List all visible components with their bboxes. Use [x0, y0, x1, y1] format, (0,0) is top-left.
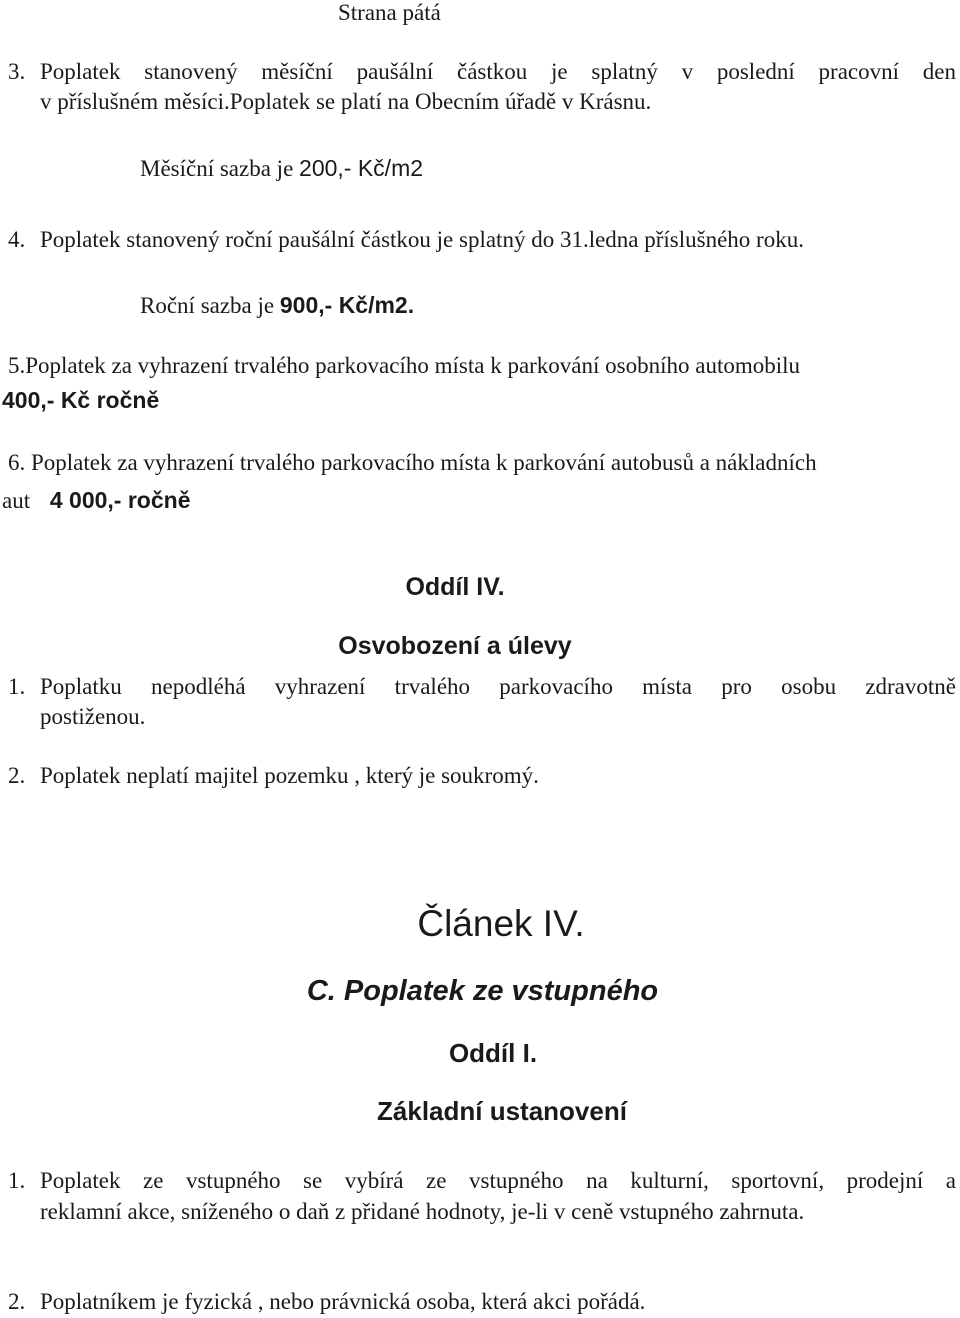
article-section: Oddíl I. — [448, 1038, 538, 1068]
annual-rate — [140, 290, 414, 321]
item-number: 1. — [8, 674, 26, 699]
annual-rate-value: 900,- Kč/m2. — [279, 292, 415, 318]
article-heading: Článek IV. — [417, 903, 585, 944]
monthly-rate — [140, 153, 423, 184]
paragraph-item-6-line-2 — [2, 485, 191, 516]
paragraph-item-3-line-2: v příslušném měsíci.Poplatek se platí na Obecním úřadě v Krásnu. — [40, 89, 652, 114]
item-number: 1. — [8, 1168, 26, 1193]
item-text: Poplatek ze vstupného se vybírá ze vstupného na kulturní, sportovní, prodejní a — [40, 1168, 956, 1193]
article-subheading: C. Poplatek ze vstupného — [306, 975, 659, 1007]
annual-rate-label: Roční sazba je — [140, 293, 275, 318]
paragraph-item-6-line-1: 6. Poplatek za vyhrazení trvalého parkovacího místa k parkování autobusů a nákladních — [8, 450, 817, 475]
item-text: Poplatek neplatí majitel pozemku , který je soukromý. — [40, 763, 539, 788]
item-text: Poplatek stanovený měsíční paušální částkou je splatný v poslední pracovní den — [40, 59, 956, 84]
paragraph-exemption-1-line-1 — [8, 672, 956, 702]
item-6-prefix: aut — [2, 488, 31, 513]
paragraph-exemption-1-line-2: postiženou. — [40, 704, 146, 729]
paragraph-article-1-line-1 — [8, 1166, 956, 1196]
item-number: 2. — [8, 1289, 26, 1314]
paragraph-item-5: 5.Poplatek za vyhrazení trvalého parkovacího místa k parkování osobního automobilu — [8, 353, 801, 378]
page-header: Strana pátá — [338, 0, 441, 25]
paragraph-article-2 — [8, 1287, 645, 1317]
item-text: Poplatku nepodléhá vyhrazení trvalého parkovacího místa pro osobu zdravotně — [40, 674, 956, 699]
item-5-amount: 400,- Kč ročně — [2, 387, 160, 413]
item-number: 4. — [8, 227, 26, 252]
monthly-rate-value: 200,- Kč/m2 — [299, 155, 424, 181]
item-text: Poplatek stanovený roční paušální částkou je splatný do 31.ledna příslušného roku. — [40, 227, 804, 252]
item-6-amount: 4 000,- ročně — [49, 487, 191, 513]
paragraph-exemption-2 — [8, 761, 539, 791]
item-text: Poplatníkem je fyzická , nebo právnická osoba, která akci pořádá. — [40, 1289, 646, 1314]
item-number: 2. — [8, 763, 26, 788]
article-section-title: Základní ustanovení — [377, 1096, 627, 1126]
section-heading: Oddíl IV. — [405, 573, 505, 601]
section-subheading: Osvobození a úlevy — [338, 632, 572, 660]
item-number: 3. — [8, 59, 26, 84]
paragraph-item-3-line-1 — [8, 57, 956, 87]
monthly-rate-label: Měsíční sazba je — [140, 156, 294, 181]
paragraph-article-1-line-2: reklamní akce, sníženého o daň z přidané hodnoty, je-li v ceně vstupného zahrnuta. — [40, 1199, 805, 1224]
paragraph-item-4 — [8, 225, 804, 255]
